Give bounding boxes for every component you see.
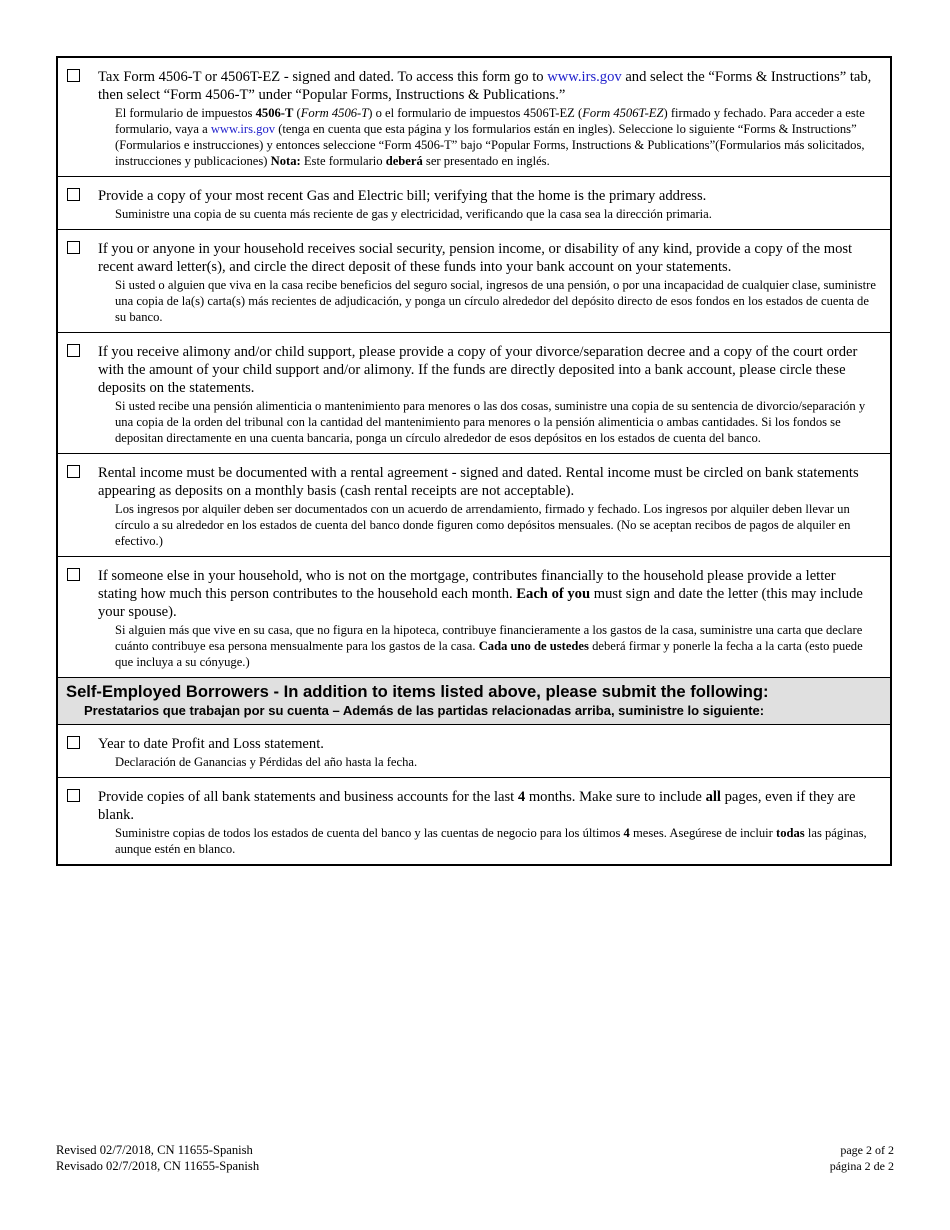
- item-text-en: Provide copies of all bank statements and business accounts for the last 4 months. Make sure to include all pages, even if they are blank.: [98, 789, 856, 823]
- page-number-en: page 2 of 2: [840, 1143, 894, 1157]
- item-text-en: If you or anyone in your household receives social security, pension income, or disability of any kind, provide a copy of the most recent award letter(s), and circle the direct deposit of these funds into your bank account on your statements.: [98, 241, 853, 275]
- item-text-es: Si alguien más que vive en su casa, que no figura en la hipoteca, contribuye financieramente a los gastos de la casa, suministre una carta que declare cuánto contribuye esa persona mensualmente para los gastos de la casa. Cada uno de ustedes deberá firmar y ponerle la fecha a la carta (esto puede que incluya a su cónyuge.): [115, 623, 863, 669]
- checklist-row-tax-form: [58, 58, 890, 177]
- footer-page-number: [830, 1142, 894, 1174]
- checkbox[interactable]: [67, 736, 80, 749]
- checklist-row-profit-loss: [58, 725, 890, 778]
- document-checklist-table: [56, 56, 892, 866]
- section-heading-es: Prestatarios que trabajan por su cuenta – Además de las partidas relacionadas arriba, suministre lo siguiente:: [84, 703, 765, 718]
- checklist-row-household-contribution: [58, 557, 890, 678]
- item-text-en: Year to date Profit and Loss statement.: [98, 736, 324, 752]
- item-text-es: El formulario de impuestos 4506-T (Form 4506-T) o el formulario de impuestos 4506T-EZ (Form 4506T-EZ) firmado y fechado. Para acceder a este formulario, vaya a www.irs.gov (tenga en cuenta que esta página y los formularios están en ingles). Seleccione lo siguiente “Forms & Instructions” (Formularios e instrucciones) y entonces seleccione “Form 4506-T” bajo “Popular Forms, Instructions & Publications”(Formularios más solicitados, instrucciones y publicaciones) Nota: Este formulario deberá ser presentado en inglés.: [115, 106, 865, 168]
- checkbox[interactable]: [67, 789, 80, 802]
- checkbox[interactable]: [67, 344, 80, 357]
- item-text-en: Tax Form 4506-T or 4506T-EZ - signed and dated. To access this form go to www.irs.gov and select the “Forms & Instructions” tab, then select “Form 4506-T” under “Popular Forms, Instructions & Publications.”: [98, 69, 872, 103]
- irs-link[interactable]: www.irs.gov: [210, 122, 276, 136]
- item-text-en: Rental income must be documented with a rental agreement - signed and dated. Rental income must be circled on bank statements appearing as deposits on a monthly basis (cash rental receipts are not acceptable).: [98, 465, 859, 499]
- checkbox[interactable]: [67, 241, 80, 254]
- checklist-row-alimony: [58, 333, 890, 454]
- item-text-es: Declaración de Ganancias y Pérdidas del año hasta la fecha.: [115, 755, 418, 769]
- checklist-row-rental-income: [58, 454, 890, 557]
- revision-es: Revisado 02/7/2018, CN 11655-Spanish: [56, 1159, 260, 1173]
- checkbox[interactable]: [67, 69, 80, 82]
- page-number-es: página 2 de 2: [829, 1159, 894, 1173]
- checklist-row-bank-statements: [58, 778, 890, 864]
- checkbox[interactable]: [67, 568, 80, 581]
- item-text-es: Si usted recibe una pensión alimenticia o mantenimiento para menores o las dos cosas, suministre una copia de su sentencia de divorcio/separación y una copia de la orden del tribunal con la cantidad del mantenimiento para menores o la pensión alimenticia o ambas cantidades. Si los fondos se depositan directamente en una cuenta bancaria, ponga un círculo alrededor de esos depósitos en los estados de cuenta del banco.: [115, 399, 866, 445]
- footer-revision: [56, 1142, 259, 1174]
- checkbox[interactable]: [67, 465, 80, 478]
- item-text-es: Suministre una copia de su cuenta más reciente de gas y electricidad, verificando que la casa sea la dirección primaria.: [115, 207, 712, 221]
- checklist-row-social-security: [58, 230, 890, 333]
- section-heading: Self-Employed Borrowers - In addition to items listed above, please submit the following:: [66, 682, 769, 701]
- item-text-es: Suministre copias de todos los estados de cuenta del banco y las cuentas de negocio para los últimos 4 meses. Asegúrese de incluir todas las páginas, aunque estén en blanco.: [115, 826, 867, 856]
- item-text-en: Provide a copy of your most recent Gas and Electric bill; verifying that the home is the primary address.: [98, 188, 707, 204]
- irs-link[interactable]: www.irs.gov: [547, 69, 622, 85]
- checklist-row-utility-bill: [58, 177, 890, 230]
- item-text-es: Los ingresos por alquiler deben ser documentados con un acuerdo de arrendamiento, firmado y fechado. Los ingresos por alquiler deben llevar un círculo a su alrededor en los estados de cuenta del banco donde figuren como depósitos mensuales. (No se aceptan recibos de pagos de alquiler en efectivo.): [115, 502, 851, 548]
- self-employed-section-header: [58, 678, 890, 725]
- revision-en: Revised 02/7/2018, CN 11655-Spanish: [56, 1143, 253, 1157]
- item-text-en: If you receive alimony and/or child support, please provide a copy of your divorce/separation decree and a copy of the court order with the amount of your child support and/or alimony. If the funds are directly deposited into a bank account, please circle these deposits on the statements.: [98, 344, 858, 396]
- checkbox[interactable]: [67, 188, 80, 201]
- item-text-es: Si usted o alguien que viva en la casa recibe beneficios del seguro social, ingresos de una pensión, o por una incapacidad de cualquier clase, suministre una copia de la(s) carta(s) más recientes de adjudicación, y ponga un círculo alrededor del depósito directo de esos fondos en los estados de cuenta de su banco.: [115, 278, 876, 324]
- item-text-en: If someone else in your household, who is not on the mortgage, contributes financially to the household please provide a letter stating how much this person contributes to the household each month. Each of you must sign and date the letter (this may include your spouse).: [98, 568, 863, 620]
